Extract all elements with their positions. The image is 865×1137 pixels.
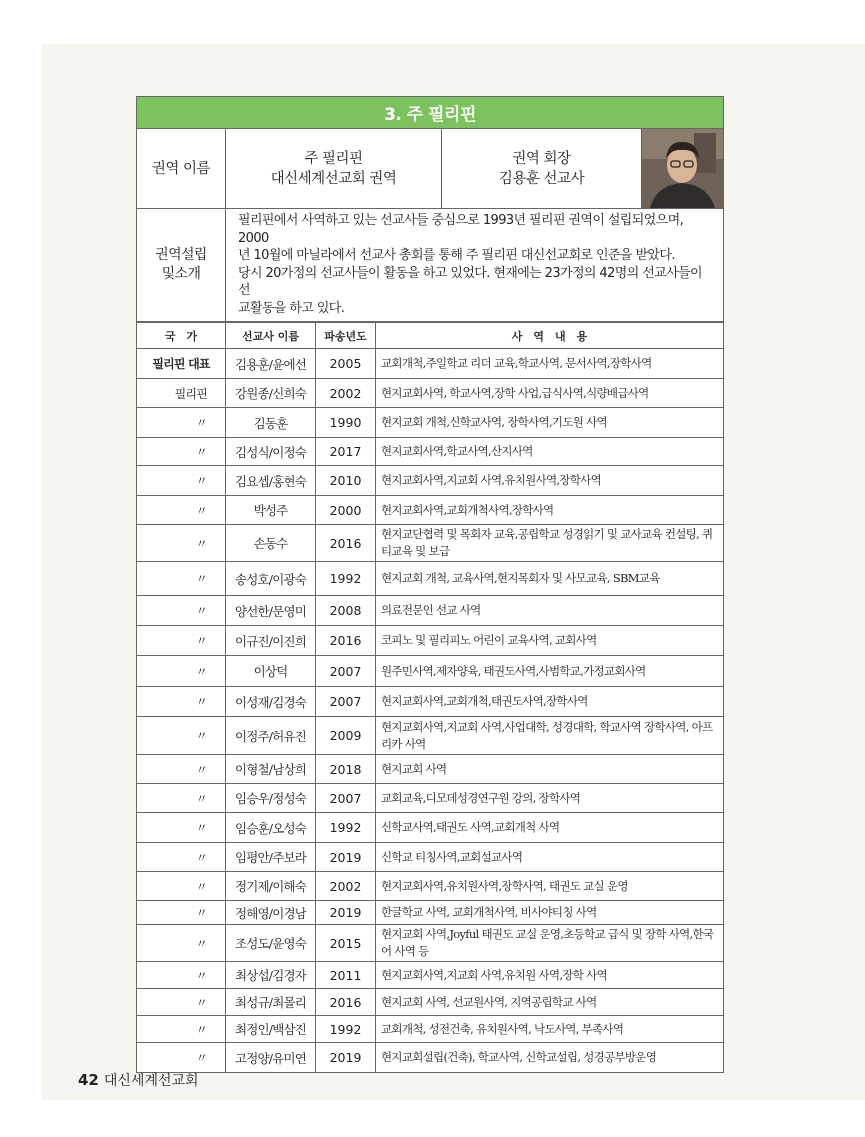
country-cell: 〃 [137,989,226,1016]
ministry-description-cell: 현지교회사역,유치원사역,장학사역, 태권도 교실 운영 [376,872,724,901]
ministry-description-cell: 현지교회사역,지교회 사역,유치원 사역,장학 사역 [376,962,724,989]
ministry-description-cell: 현지교회 사역, 선교원사역, 지역공립학교 사역 [376,989,724,1016]
sending-year-cell: 1992 [316,562,376,596]
ministry-description-cell: 현지교회사역,지교회 사역,유치원사역,장학사역 [376,466,724,496]
missionary-name-cell: 이상덕 [226,656,316,687]
table-row [137,687,724,717]
table-row [137,525,724,562]
missionary-name-cell: 고정양/유미연 [226,1043,316,1073]
region-sheet [136,96,723,1073]
intro-line-2: 년 10월에 마닐라에서 선교사 총회를 통해 주 필리핀 대신선교회로 인준을 받았다. [238,248,675,263]
sending-year-cell: 2019 [316,1043,376,1073]
table-row [137,989,724,1016]
ministry-description-cell: 의료전문인 선교 사역 [376,596,724,626]
ministry-description-cell: 교회개척,주일학교 리더 교육,학교사역, 문서사역,장학사역 [376,349,724,379]
missionary-name-cell: 정해영/이경남 [226,901,316,925]
intro-line-3: 당시 20가정의 선교사들이 활동을 하고 있었다. 현재에는 23가정의 42명의 선교사들이 선 [238,265,703,298]
table-row [137,813,724,843]
sending-year-cell: 2019 [316,843,376,872]
country-cell: 〃 [137,872,226,901]
ministry-description-cell: 현지교회 사역 [376,755,724,784]
missionary-name-cell: 이규진/이진희 [226,626,316,656]
table-row [137,379,724,408]
ministry-description-cell: 현지교회사역, 학교사역,장학 사업,급식사역,식량배급사역 [376,379,724,408]
region-name-label: 권역 이름 [137,129,226,209]
country-cell: 〃 [137,755,226,784]
table-row [137,901,724,925]
sending-year-cell: 2002 [316,872,376,901]
sending-year-cell: 2002 [316,379,376,408]
ministry-description-cell: 신학교사역,태권도 사역,교회개척 사역 [376,813,724,843]
region-name-line2: 대신세계선교회 권역 [270,170,397,187]
sending-year-cell: 2016 [316,525,376,562]
sending-year-cell: 2000 [316,496,376,525]
sending-year-cell: 2007 [316,784,376,813]
country-cell: 〃 [137,562,226,596]
sending-year-cell: 2010 [316,466,376,496]
table-row [137,962,724,989]
sending-year-cell: 2018 [316,755,376,784]
publication-name: 대신세계선교회 [103,1073,199,1089]
missionary-name-cell: 임평안/주보라 [226,843,316,872]
region-head [442,129,642,209]
sending-year-cell: 2019 [316,901,376,925]
country-cell: 〃 [137,496,226,525]
intro-line-1: 필리핀에서 사역하고 있는 선교사들 중심으로 1993년 필리핀 권역이 설립되었으며, 2000 [238,213,684,246]
sending-year-cell: 1992 [316,1016,376,1043]
ministry-description-cell: 현지교회 사역,Joyful 태권도 교실 운영,초등학교 급식 및 장학 사역,한국어 사역 등 [376,925,724,962]
ministry-description-cell: 현지교회설립(건축), 학교사역, 신학교설립, 성경공부방운영 [376,1043,724,1073]
sending-year-cell: 2007 [316,687,376,717]
ministry-description-cell: 한글학교 사역, 교회개척사역, 비사야티칭 사역 [376,901,724,925]
country-cell: 〃 [137,596,226,626]
table-row [137,784,724,813]
table-row [137,626,724,656]
country-cell: 〃 [137,466,226,496]
missionary-name-cell: 조성도/윤영숙 [226,925,316,962]
table-row [137,496,724,525]
missionary-name-cell: 송성호/이광숙 [226,562,316,596]
intro-label-line1: 권역설립 [155,247,207,263]
missionary-name-cell: 정기제/이해숙 [226,872,316,901]
missionary-name-cell: 이형철/남상희 [226,755,316,784]
sending-year-cell: 2007 [316,656,376,687]
country-cell: 〃 [137,438,226,466]
ministry-description-cell: 현지교단협력 및 목회자 교육,공립학교 성경읽기 및 교사교육 컨설팅, 퀴티교육 및 보급 [376,525,724,562]
table-row [137,408,724,438]
missionary-name-cell: 강원종/신희숙 [226,379,316,408]
intro-text [226,209,724,322]
sending-year-cell: 2016 [316,989,376,1016]
country-cell: 필리핀 [137,379,226,408]
sending-year-cell: 2016 [316,626,376,656]
missionary-name-cell: 이정주/허유진 [226,717,316,755]
region-head-label: 권역 회장 [512,150,571,167]
table-row [137,755,724,784]
region-name-value [226,129,442,209]
table-row [137,1016,724,1043]
ministry-description-cell: 현지교회 개척,신학교사역, 장학사역,기도원 사역 [376,408,724,438]
ministry-description-cell: 원주민사역,제자양육, 태권도사역,사범학교,가정교회사역 [376,656,724,687]
country-cell: 〃 [137,925,226,962]
table-row [137,596,724,626]
missionary-name-cell: 손동수 [226,525,316,562]
country-cell: 〃 [137,687,226,717]
table-row [137,1043,724,1073]
table-row [137,656,724,687]
page-number: 42 [78,1071,99,1089]
missionary-name-cell: 최성규/최몰리 [226,989,316,1016]
sending-year-cell: 2015 [316,925,376,962]
region-header-table [136,96,724,322]
country-cell: 〃 [137,626,226,656]
intro-label-line2: 및소개 [161,266,201,282]
country-cell: 〃 [137,1043,226,1073]
missionary-name-cell: 양선한/문영미 [226,596,316,626]
table-row [137,717,724,755]
sending-year-cell: 2005 [316,349,376,379]
table-row [137,349,724,379]
table-row [137,843,724,872]
intro-line-4: 교활동을 하고 있다. [238,300,345,316]
missionary-table [136,322,724,1073]
column-header-country: 국 가 [137,323,226,349]
intro-label [137,209,226,322]
table-row [137,466,724,496]
region-name-line1: 주 필리핀 [304,150,363,167]
ministry-description-cell: 교회교육,디모데성경연구원 강의, 장학사역 [376,784,724,813]
sending-year-cell: 2017 [316,438,376,466]
missionary-name-cell: 최정인/백삼진 [226,1016,316,1043]
ministry-description-cell: 현지교회 개척, 교육사역,현지목회자 및 사모교육, SBM교육 [376,562,724,596]
country-cell: 〃 [137,813,226,843]
missionary-name-cell: 김성식/이정숙 [226,438,316,466]
ministry-description-cell: 교회개척, 성전건축, 유치원사역, 낙도사역, 부족사역 [376,1016,724,1043]
sending-year-cell: 1990 [316,408,376,438]
missionary-name-cell: 이성재/김경숙 [226,687,316,717]
country-cell: 〃 [137,901,226,925]
table-row [137,872,724,901]
column-header-year: 파송년도 [316,323,376,349]
table-row [137,438,724,466]
country-cell: 필리핀 대표 [137,349,226,379]
ministry-description-cell: 신학교 티칭사역,교회설교사역 [376,843,724,872]
sending-year-cell: 2008 [316,596,376,626]
ministry-description-cell: 현지교회사역,학교사역,산지사역 [376,438,724,466]
country-cell: 〃 [137,717,226,755]
missionary-name-cell: 최상섭/김경자 [226,962,316,989]
sending-year-cell: 2009 [316,717,376,755]
country-cell: 〃 [137,525,226,562]
missionary-name-cell: 박성주 [226,496,316,525]
sending-year-cell: 1992 [316,813,376,843]
missionary-name-cell: 김요셉/홍현숙 [226,466,316,496]
country-cell: 〃 [137,408,226,438]
page-footer [78,1070,199,1090]
missionary-name-cell: 임승우/정성숙 [226,784,316,813]
country-cell: 〃 [137,843,226,872]
country-cell: 〃 [137,1016,226,1043]
country-cell: 〃 [137,962,226,989]
table-row [137,562,724,596]
table-row [137,925,724,962]
region-head-photo [642,129,724,209]
missionary-name-cell: 임승훈/오성숙 [226,813,316,843]
column-header-ministry: 사 역 내 용 [376,323,724,349]
sending-year-cell: 2011 [316,962,376,989]
country-cell: 〃 [137,784,226,813]
column-header-name: 선교사 이름 [226,323,316,349]
ministry-description-cell: 현지교회사역,교회개척,태권도사역,장학사역 [376,687,724,717]
section-title: 3. 주 필리핀 [137,97,724,129]
ministry-description-cell: 현지교회사역,지교회 사역,사업대학, 성경대학, 학교사역 장학사역, 아프리카 사역 [376,717,724,755]
portrait-image [642,129,723,208]
region-head-value: 김용훈 선교사 [498,170,585,187]
missionary-name-cell: 김동훈 [226,408,316,438]
column-header-row [137,323,724,349]
missionary-name-cell: 김용훈/윤에선 [226,349,316,379]
ministry-description-cell: 코피노 및 필리피노 어린이 교육사역, 교회사역 [376,626,724,656]
ministry-description-cell: 현지교회사역,교회개척사역,장학사역 [376,496,724,525]
country-cell: 〃 [137,656,226,687]
